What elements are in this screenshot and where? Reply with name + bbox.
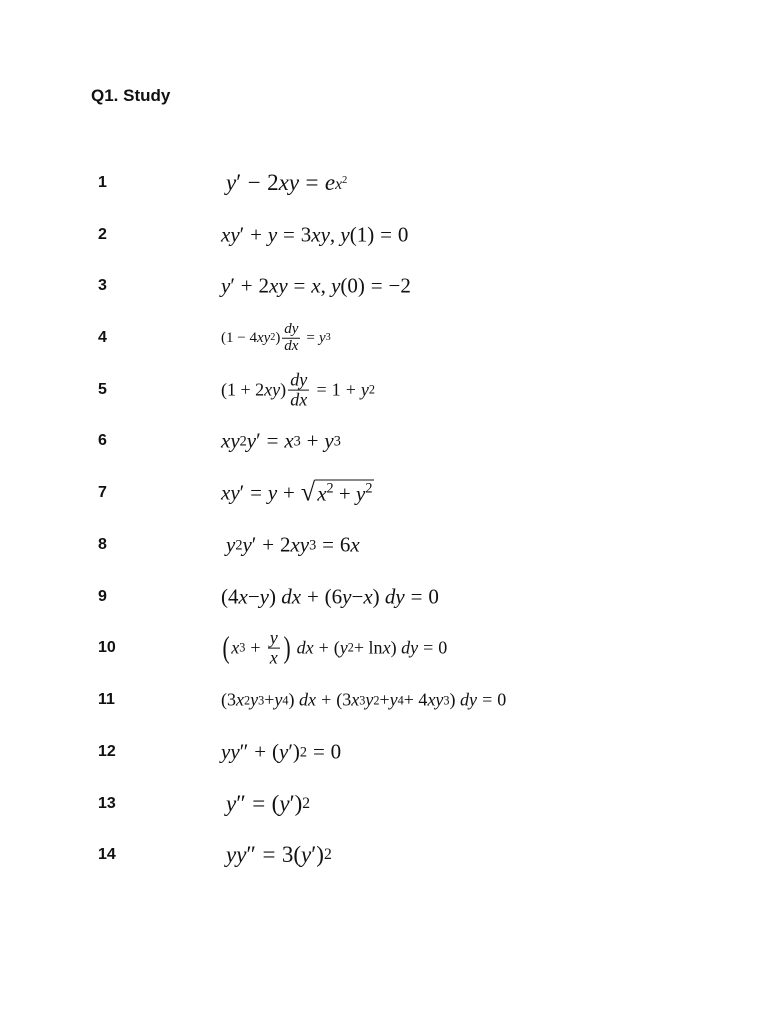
- problem-row: [0, 370, 768, 410]
- equation: (1 − 4 xy 2 ) $\frac{dy}{dx}$ = y 3: [221, 320, 331, 354]
- equation: yy ″ + ( y ′) 2 = 0: [221, 739, 342, 764]
- problem-number: 6: [98, 432, 107, 449]
- equation: (3 x 2 y 3 + y 4 ) dx + (3 x 3 y 2 + y 4 + 4 xy 3 ) dy = 0: [221, 689, 507, 710]
- equation: xy 2 y ′ = x 3 + y 3: [221, 428, 341, 453]
- problem-row: [0, 577, 768, 617]
- problem-number: 12: [98, 743, 116, 760]
- problem-number: 10: [98, 639, 116, 656]
- problem-number: 11: [98, 691, 115, 708]
- problem-row: [0, 421, 768, 461]
- equation: xy ′ = y + √ $x^2 + y^2$: [221, 477, 373, 507]
- problem-number: 1: [98, 174, 107, 191]
- equation: y ′ − 2 xy = e $x^2$: [226, 170, 348, 195]
- problem-row: [0, 266, 768, 306]
- equation: yy ″ = 3( y ′) 2: [226, 842, 332, 867]
- problem-number: 9: [98, 588, 107, 605]
- problem-number: 8: [98, 536, 107, 553]
- equation: y 2 y ′ + 2 xy 3 = 6 x: [226, 532, 360, 557]
- problem-number: 7: [98, 484, 107, 501]
- equation: xy ′ + y = 3 xy , y (1) = 0: [221, 222, 409, 247]
- problem-row: [0, 473, 768, 513]
- equation: (1 + 2 xy ) $\frac{dy}{dx}$ = 1 + y 2: [221, 369, 376, 410]
- equation: (4 x − y ) dx + (6 y − x ) dy = 0: [221, 584, 439, 609]
- equation: y ″ = ( y ′) 2: [226, 791, 311, 816]
- equation: ( x 3 + $\frac{y}{x}$ ) dx + ( y 2 + ln x ) dy = 0: [222, 627, 448, 668]
- problem-number: 2: [98, 226, 107, 243]
- problem-row: [0, 835, 768, 875]
- problem-number: 13: [98, 795, 116, 812]
- problem-number: 5: [98, 381, 107, 398]
- problem-row: [0, 680, 768, 720]
- problem-number: 3: [98, 277, 107, 294]
- equation: y ′ + 2 xy = x , y (0) = −2: [221, 273, 411, 298]
- problem-number: 14: [98, 846, 116, 863]
- problem-number: 4: [98, 329, 107, 346]
- problem-row: [0, 215, 768, 255]
- problem-row: [0, 525, 768, 565]
- problem-row: [0, 784, 768, 824]
- problem-row: [0, 318, 768, 358]
- page-title: Q1. Study: [91, 86, 171, 105]
- problem-row: [0, 163, 768, 203]
- problem-row: [0, 732, 768, 772]
- problem-row: [0, 628, 768, 668]
